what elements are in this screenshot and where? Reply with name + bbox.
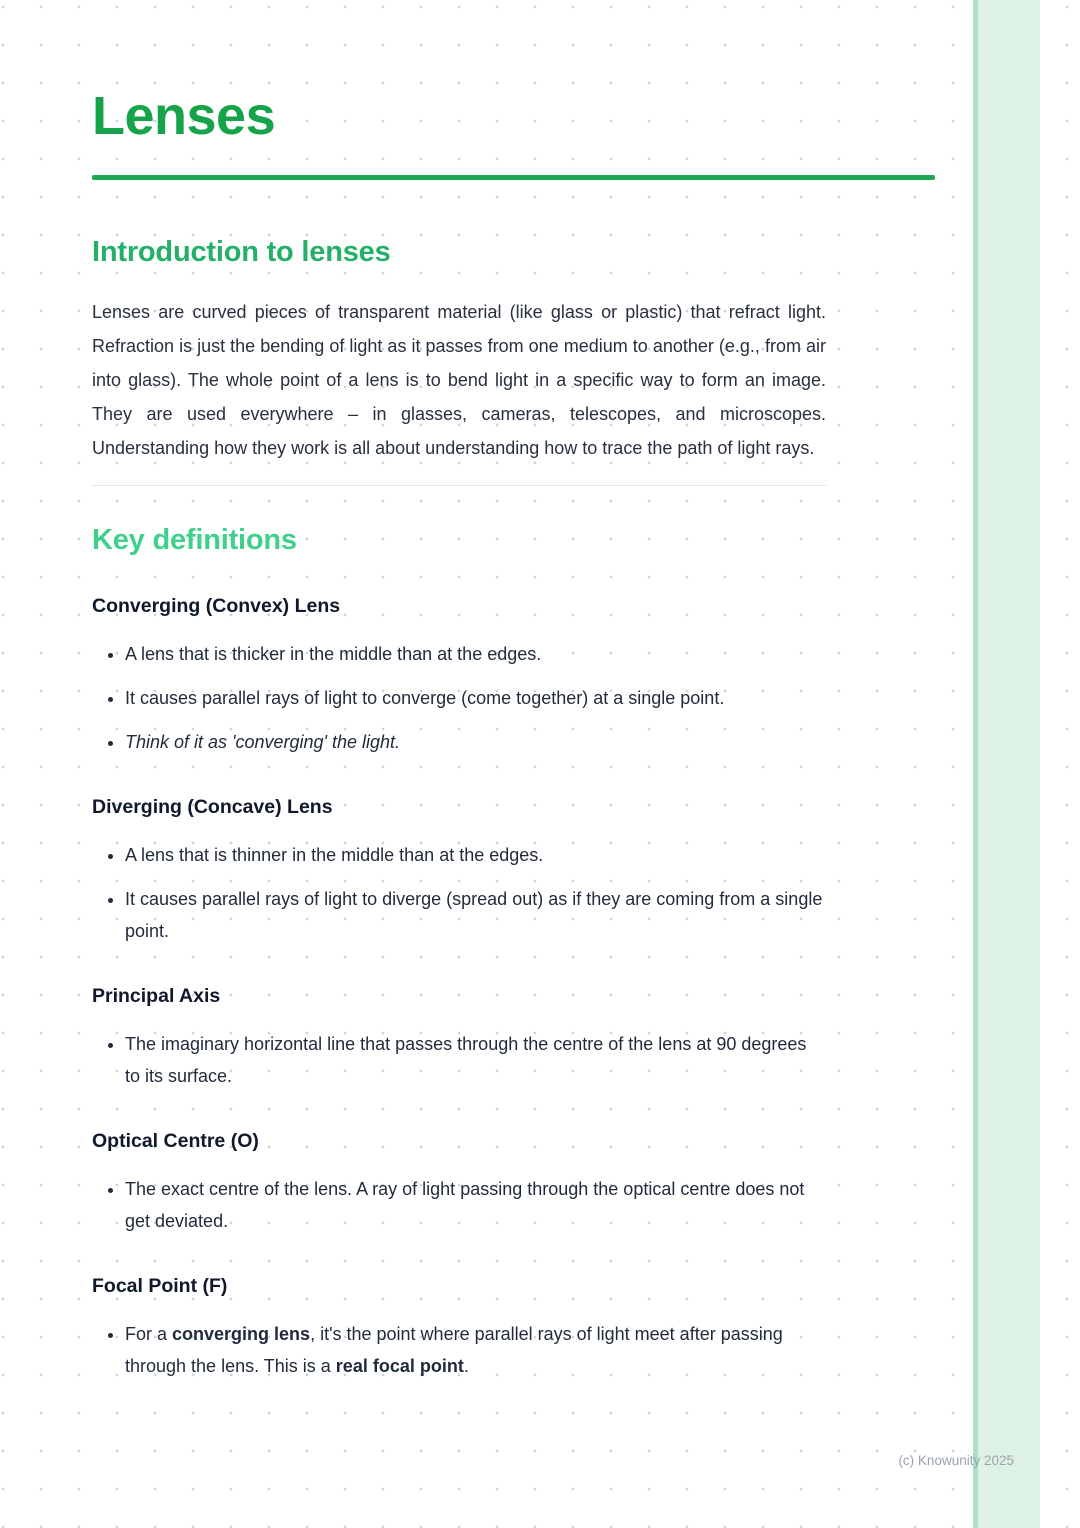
definition-list-converging <box>92 638 825 758</box>
list-item: • A lens that is thicker in the middle than at the edges. <box>125 638 825 670</box>
text-segment: For a <box>125 1323 173 1344</box>
list-item: • A lens that is thinner in the middle than at the edges. <box>125 839 825 871</box>
definition-term-diverging: Diverging (Concave) Lens <box>92 795 333 818</box>
section-heading-key-definitions: Key definitions <box>92 523 297 556</box>
list-item <box>125 1318 825 1382</box>
list-item: • The imaginary horizontal line that passes through the centre of the lens at 90 degrees to its surface. <box>125 1028 825 1092</box>
right-margin-stripe <box>978 0 1040 1528</box>
section-heading-introduction: Introduction to lenses <box>92 235 391 268</box>
bold-segment: converging lens <box>172 1323 311 1344</box>
list-item: • It causes parallel rays of light to diverge (spread out) as if they are coming from a single point. <box>125 883 825 947</box>
definition-list-focal-point <box>92 1318 825 1382</box>
right-margin-stripe-line <box>973 0 978 1528</box>
text-segment: . <box>463 1355 469 1376</box>
list-item: • Think of it as 'converging' the light. <box>125 726 825 758</box>
definition-term-principal-axis: Principal Axis <box>92 984 221 1007</box>
definition-term-focal-point: Focal Point (F) <box>92 1274 228 1297</box>
definition-list-optical-centre <box>92 1173 825 1237</box>
definition-term-converging: Converging (Convex) Lens <box>92 594 341 617</box>
list-item: • It causes parallel rays of light to converge (come together) at a single point. <box>125 682 825 714</box>
definition-term-optical-centre: Optical Centre (O) <box>92 1129 259 1152</box>
title-rule <box>92 175 935 180</box>
footer-credit: (c) Knowunity 2025 <box>898 1453 1014 1468</box>
page-title: Lenses <box>92 86 276 146</box>
bold-segment: real focal point <box>335 1355 464 1376</box>
text-segment: , it's the point where parallel rays of light meet after passing through the lens. This is a <box>125 1323 783 1376</box>
list-item: • The exact centre of the lens. A ray of light passing through the optical centre does not get deviated. <box>125 1173 825 1237</box>
definition-list-diverging <box>92 839 825 947</box>
intro-paragraph: Lenses are curved pieces of transparent material (like glass or plastic) that refract light. Refraction is just the bending of light as it passes from one medium to another (e.g., from air into glass). The whole point of a lens is to bend light in a specific way to form an image. They are used everywhere – in glasses, cameras, telescopes, and microscopes. Understanding how they work is all about understanding how to trace the path of light rays. <box>92 301 826 458</box>
section-divider <box>92 485 826 486</box>
definition-list-principal-axis <box>92 1028 825 1092</box>
